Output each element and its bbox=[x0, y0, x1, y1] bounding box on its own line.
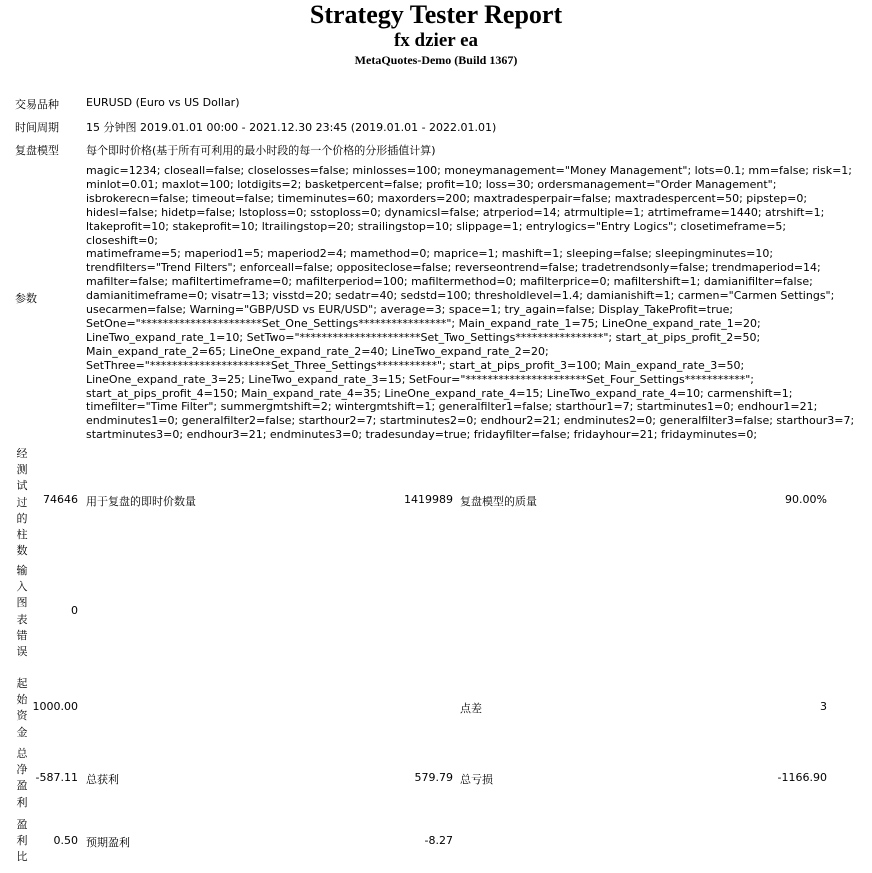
params-line: hidesl=false; hidetp=false; lstoploss=0; sstoploss=0; dynamicsl=false; atrperiod=14; atrmultiple=1; atrtimeframe=1440; atrshift=1; bbox=[86, 205, 825, 219]
symbol-value: EURUSD (Euro vs US Dollar) bbox=[86, 96, 240, 109]
gross-profit-label: 总获利 bbox=[86, 773, 119, 786]
gross-profit-value: 579.79 bbox=[414, 771, 453, 784]
params-line: isbrokerecn=false; timeout=false; timeminutes=60; maxorders=200; maxtradesperpair=false; maxtradespercent=50; pipstep=0; bbox=[86, 191, 808, 205]
pf-label: 盈 利 比 bbox=[16, 818, 28, 864]
params-line: mafilter=false; mafiltertimeframe=0; mafilterperiod=100; mafiltermethod=0; mafilterprice=0; mafiltershift=1; damianifilter=false; bbox=[86, 275, 813, 289]
ticks-value: 1419989 bbox=[404, 493, 453, 506]
params-line: trendfilters="Trend Filters"; enforceall=false; oppositeclose=false; reverseontrend=false; tradetrendsonly=false; trendmaperiod=14; bbox=[86, 261, 821, 275]
bars-value: 74646 bbox=[43, 493, 78, 506]
params-line: SetThree="**********************Set_Three_Settings***********"; start_at_pips_profit_3=100; Main_expand_rate_3=50; bbox=[86, 358, 745, 372]
errors-value: 0 bbox=[71, 604, 78, 617]
report-title: Strategy Tester Report bbox=[309, 0, 563, 29]
report-header bbox=[0, 0, 872, 68]
model-label: 复盘模型 bbox=[15, 144, 59, 157]
ticks-label: 用于复盘的即时价数量 bbox=[86, 495, 196, 508]
params-line: magic=1234; closeall=false; closelosses=false; minlosses=100; moneymanagement="Money Management"; lots=0.1; mm=false; risk=1; bbox=[86, 164, 853, 177]
deposit-label: 起 始 资 金 bbox=[16, 677, 28, 739]
params-line: startminutes3=0; endhour3=21; endminutes3=0; tradesunday=true; fridayfilter=false; fridayhour=21; fridayminutes=0; bbox=[86, 428, 758, 442]
gross-loss-value: -1166.90 bbox=[777, 771, 827, 784]
params-line: Main_expand_rate_2=65; LineOne_expand_rate_2=40; LineTwo_expand_rate_2=20; bbox=[86, 344, 549, 358]
spread-label: 点差 bbox=[460, 702, 482, 715]
params-line: endminutes1=0; generalfilter2=false; starthour2=7; startminutes2=0; endhour2=21; endminutes2=0; generalfilter3=false; starthour3=7; bbox=[86, 414, 855, 428]
payoff-value: -8.27 bbox=[424, 834, 453, 847]
quality-label: 复盘模型的质量 bbox=[460, 495, 537, 508]
params-label: 参数 bbox=[15, 292, 37, 305]
model-value: 每个即时价格(基于所有可利用的最小时段的每一个价格的分形插值计算) bbox=[86, 144, 436, 157]
params-line: usecarmen=false; Warning="GBP/USD vs EUR/USD"; average=3; space=1; try_again=false; Display_TakeProfit=true; bbox=[86, 303, 734, 317]
spread-value: 3 bbox=[820, 700, 827, 713]
params-line: minlot=0.01; maxlot=100; lotdigits=2; basketpercent=false; profit=10; loss=30; ordersmanagement="Order Management"; bbox=[86, 177, 777, 191]
params-line: timefilter="Time Filter"; summergmtshift=2; wintergmtshift=1; generalfilter1=false; starthour1=7; startminutes1=0; endhour1=21; bbox=[86, 400, 818, 414]
params-line: LineTwo_expand_rate_1=10; SetTwo="**********************Set_Two_Settings****************"; start_at_pips_profit_2=50; bbox=[86, 330, 761, 344]
pf-value: 0.50 bbox=[53, 834, 78, 847]
symbol-label: 交易品种 bbox=[15, 98, 59, 111]
ea-name: fx dzier ea bbox=[393, 30, 479, 51]
payoff-label: 预期盈利 bbox=[86, 836, 130, 849]
server-build: MetaQuotes-Demo (Build 1367) bbox=[354, 53, 518, 67]
net-value: -587.11 bbox=[35, 771, 78, 784]
errors-label: 输 入 图 表 错 误 bbox=[16, 564, 28, 659]
period-value: 15 分钟图 2019.01.01 00:00 - 2021.12.30 23:45 (2019.01.01 - 2022.01.01) bbox=[86, 121, 497, 134]
net-label: 总 净 盈 利 bbox=[16, 747, 28, 809]
params-line: LineOne_expand_rate_3=25; LineTwo_expand_rate_3=15; SetFour="**********************Set_Four_Settings***********"; bbox=[86, 372, 755, 386]
quality-value: 90.00% bbox=[785, 493, 827, 506]
period-label: 时间周期 bbox=[15, 121, 59, 134]
params-line: ltakeprofit=10; stakeprofit=10; ltrailingstop=20; strailingstop=10; slippage=1; entrylogics="Entry Logics"; closetimeframe=5; closeshift=0; bbox=[86, 219, 787, 247]
deposit-value: 1000.00 bbox=[32, 700, 78, 713]
params-line: start_at_pips_profit_4=150; Main_expand_rate_4=35; LineOne_expand_rate_4=15; LineTwo_expand_rate_4=10; carmenshift=1; bbox=[86, 386, 793, 400]
params-line: damianitimeframe=0; visatr=13; visstd=20; sedatr=40; sedstd=100; thresholdlevel=1.4; damianishift=1; carmen="Carmen Settings"; bbox=[86, 289, 835, 303]
params-block bbox=[86, 164, 856, 442]
gross-loss-label: 总亏损 bbox=[460, 773, 493, 786]
params-line: matimeframe=5; maperiod1=5; maperiod2=4; mamethod=0; maprice=1; mashift=1; sleeping=false; sleepingminutes=10; bbox=[86, 247, 774, 261]
params-line: SetOne="**********************Set_One_Settings****************"; Main_expand_rate_1=75; LineOne_expand_rate_1=20; bbox=[86, 316, 761, 330]
bars-label: 经 测 试 过 的 柱 数 bbox=[16, 447, 28, 558]
